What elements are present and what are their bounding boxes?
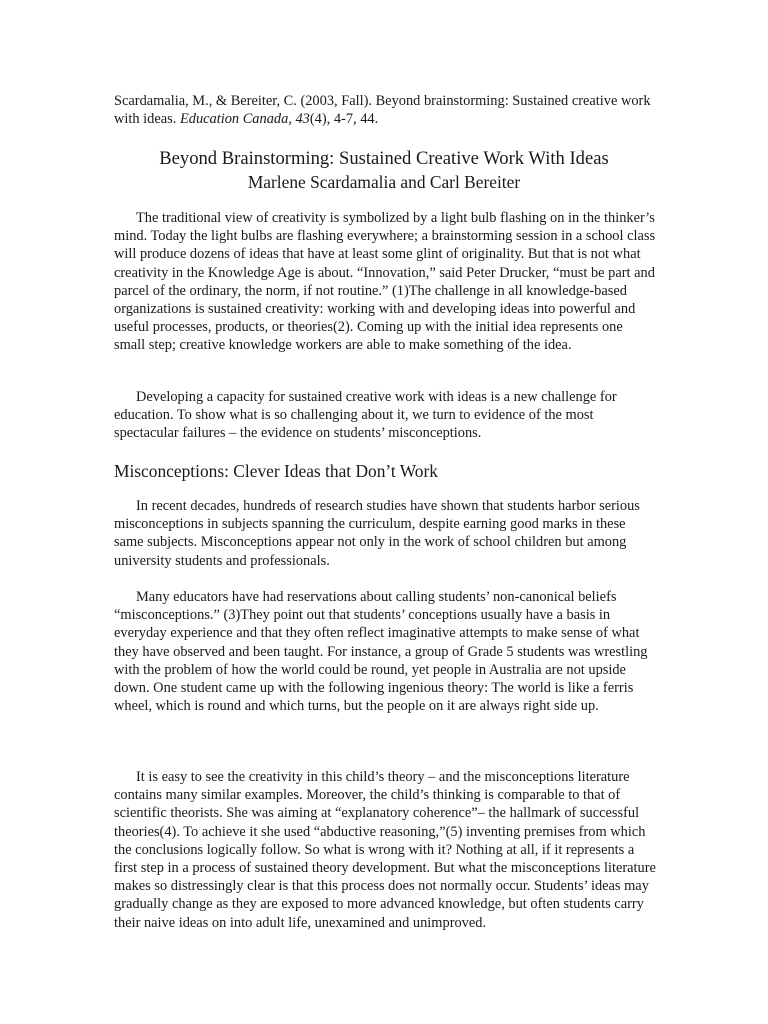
intro-paragraph-2: Developing a capacity for sustained creative work with ideas is a new challenge for education. To show what is so challenging about it, we turn to evidence of the most spectacular failures – the evidence on students’ misconceptions. — [114, 389, 617, 442]
citation-text: Scardamalia, M., & Bereiter, C. (2003, Fall). Beyond brainstorming: Sustained creative work with ideas. — [114, 93, 651, 127]
article-authors: Marlene Scardamalia and Carl Bereiter — [247, 172, 521, 192]
section-paragraph-2: Many educators have had reservations about calling students’ non-canonical beliefs “misconceptions.” (3)They point out that students’ conceptions usually have a basis in everyday experience and that they often reflect imaginative attempts to make sense of what they have observed and been taught. For instance, a group of Grade 5 students was wrestling with the problem of how the world could be round, yet people in Australia are not upside down. One student came up with the following ingenious theory: The world is like a ferris wheel, which is round and which turns, but the people on it are always right side up. — [114, 589, 648, 715]
citation-issue-pages: (4), 4-7, 44. — [309, 111, 379, 127]
article-title: Beyond Brainstorming: Sustained Creative Work With Ideas — [159, 148, 609, 169]
section-paragraph-3: It is easy to see the creativity in this child’s theory – and the misconceptions literature contains many similar examples. Moreover, the child’s thinking is comparable to that of scientific theorists. She was aiming at “explanatory coherence”– the hallmark of successful theories(4). To achieve it she used “abductive reasoning,”(5) inventing premises from which the conclusions logically follow. So what is wrong with it? Nothing at all, if it represents a first step in a process of sustained theory development. But what the misconceptions literature makes so distressingly clear is that this process does not normally occur. Students’ ideas may gradually change as they are exposed to more advanced knowledge, but often students carry their naive ideas on into adult life, unexamined and unimproved. — [114, 769, 656, 931]
section-heading: Misconceptions: Clever Ideas that Don’t Work — [114, 461, 438, 481]
citation — [114, 92, 654, 128]
section-paragraph-1: In recent decades, hundreds of research studies have shown that students harbor serious misconceptions in subjects spanning the curriculum, despite earning good marks in these same subjects. Misconceptions appear not only in the work of school children but among university students and professionals. — [114, 498, 640, 569]
citation-journal: Education Canada, 43 — [179, 111, 310, 127]
intro-paragraph-1: The traditional view of creativity is symbolized by a light bulb flashing on in the thinker’s mind. Today the light bulbs are flashing everywhere; a brainstorming session in a school class will produce dozens of ideas that have at least some glint of originality. But that is not what creativity in the Knowledge Age is about. “Innovation,” said Peter Drucker, “must be part and parcel of the ordinary, the norm, if not routine.” (1)The challenge in all knowledge-based organizations is sustained creativity: working with and developing ideas into powerful and useful processes, products, or theories(2). Coming up with the initial idea represents one small step; creative knowledge workers are able to make something of the idea. — [114, 210, 656, 354]
